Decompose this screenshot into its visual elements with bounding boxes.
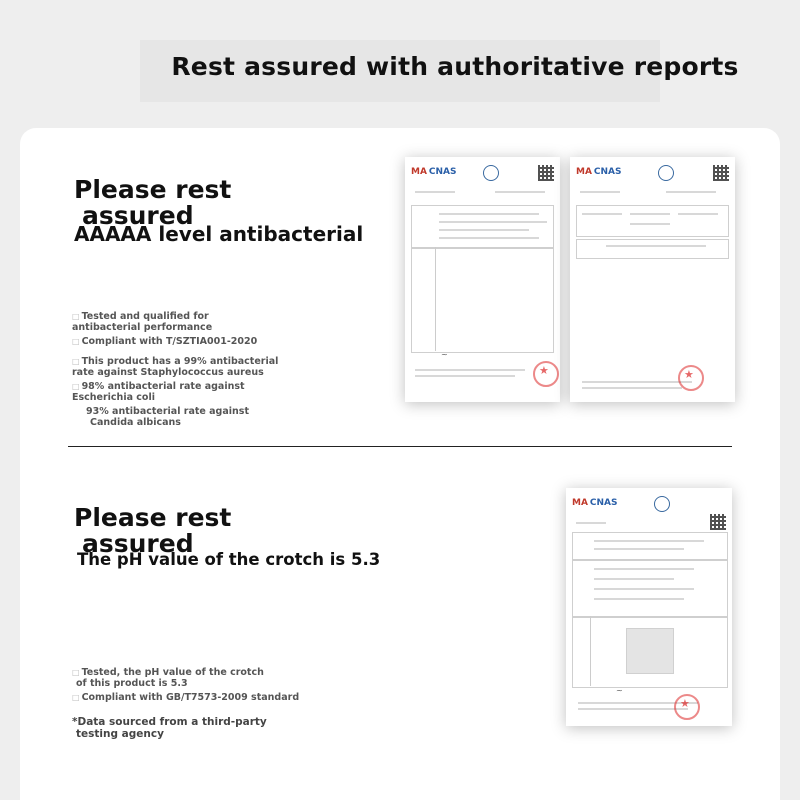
footnote <box>72 716 267 740</box>
note-line: Candida albicans <box>90 417 181 428</box>
section-divider <box>68 446 732 447</box>
square-bullet-icon: □ <box>72 668 80 677</box>
qr-code-icon <box>538 165 554 181</box>
note-line: 93% antibacterial rate against <box>86 406 249 417</box>
test-report-document <box>570 157 735 402</box>
square-bullet-icon: □ <box>72 357 80 366</box>
test-report-document <box>566 488 732 726</box>
note-line: 98% antibacterial rate against <box>81 381 245 392</box>
section2-subtitle: The pH value of the crotch is 5.3 <box>77 550 381 569</box>
note-line: Compliant with T/SZTIA001-2020 <box>81 336 258 347</box>
footnote-line: testing agency <box>76 728 164 740</box>
qr-code-icon <box>710 514 726 530</box>
section2-title-line2: assured <box>82 529 194 558</box>
section2-notes <box>72 668 299 709</box>
ma-logo-icon: MA CNAS <box>411 167 457 177</box>
red-stamp-icon <box>533 361 559 387</box>
section2-title-line1: Please rest <box>74 503 232 532</box>
seal-icon <box>483 165 499 181</box>
seal-icon <box>658 165 674 181</box>
square-bullet-icon: □ <box>72 337 80 346</box>
note-line: This product has a 99% antibacterial <box>81 356 279 367</box>
red-stamp-icon <box>678 365 704 391</box>
note-line: antibacterial performance <box>72 322 213 333</box>
note-line: Escherichia coli <box>72 392 155 403</box>
qr-code-icon <box>713 165 729 181</box>
section1-title-line2: assured <box>82 201 194 230</box>
note-line: rate against Staphylococcus aureus <box>72 367 264 378</box>
signature-mark: ~ <box>616 686 623 695</box>
footnote-line: *Data sourced from a third-party <box>72 716 267 728</box>
page-title: Rest assured with authoritative reports <box>171 52 739 81</box>
section1-notes <box>72 312 278 434</box>
section1-title-line1: Please rest <box>74 175 232 204</box>
sample-photo <box>626 628 674 674</box>
section1-subtitle: AAAAA level antibacterial <box>74 222 364 246</box>
square-bullet-icon: □ <box>72 693 80 702</box>
note-line: of this product is 5.3 <box>76 678 188 689</box>
square-bullet-icon: □ <box>72 312 80 321</box>
seal-icon <box>654 496 670 512</box>
note-line: Tested, the pH value of the crotch <box>81 667 264 678</box>
red-stamp-icon <box>674 694 700 720</box>
test-report-document <box>405 157 560 402</box>
note-line: Tested and qualified for <box>81 311 209 322</box>
square-bullet-icon: □ <box>72 382 80 391</box>
signature-mark: ~ <box>441 350 448 359</box>
ma-logo-icon: MA CNAS <box>572 498 618 508</box>
ma-logo-icon: MA CNAS <box>576 167 622 177</box>
note-line: Compliant with GB/T7573-2009 standard <box>81 692 300 703</box>
